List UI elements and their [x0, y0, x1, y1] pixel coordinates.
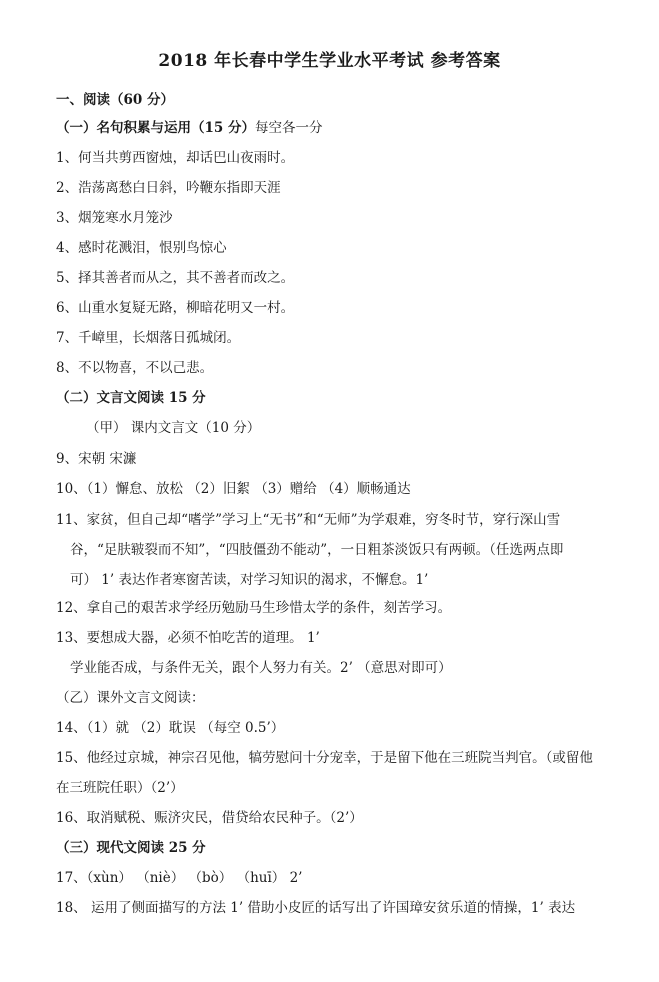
- answer-q15-line1: 15、他经过京城，神宗召见他，犒劳慰问十分宠幸，于是留下他在三班院当判官。（或留他: [56, 750, 593, 766]
- answer-q11-line1: 11、家贫，但自己却“嗜学”学习上“无书”和“无师”为学艰难，穷冬时节，穿行深山雪: [56, 512, 561, 528]
- answer-q10: 10、（1）懈怠、放松 （2）旧絮 （3）赠给 （4）顺畅通达: [56, 481, 411, 497]
- answer-item-7: 7、千嶂里，长烟落日孤城闭。: [56, 330, 241, 346]
- answer-q11-line2: 谷，“足肤皲裂而不知”，“四肢僵劲不能动”，一日粗茶淡饭只有两顿。（任选两点即: [70, 542, 564, 558]
- answer-q9: 9、宋朝 宋濂: [56, 451, 137, 467]
- document-title: 2018 年长春中学生学业水平考试 参考答案: [158, 51, 501, 71]
- answer-item-8: 8、不以物喜，不以己悲。: [56, 360, 214, 376]
- answer-q11-line3: 可） 1’ 表达作者寒窗苦读，对学习知识的渴求，不懈怠。1’: [70, 572, 429, 588]
- answer-q14: 14、（1）就 （2）耽误 （每空 0.5’）: [56, 720, 285, 736]
- answer-q17: 17、（xùn） （niè） （bò） （huī） 2’: [56, 870, 303, 886]
- answer-q16: 16、取消赋税、赈济灾民，借贷给农民种子。（2’）: [56, 810, 363, 826]
- answer-q18: 18、 运用了侧面描写的方法 1’ 借助小皮匠的话写出了许国璋安贫乐道的情操，1’ 表达: [56, 900, 576, 916]
- part2-heading: （二）文言文阅读 15 分: [56, 390, 206, 406]
- answer-q15-line2: 在三班院任职）（2’）: [56, 780, 184, 796]
- section-reading-heading: 一、阅读（60 分）: [56, 92, 174, 108]
- answer-q13-line2: 学业能否成，与条件无关，跟个人努力有关。2’ （意思对即可）: [70, 660, 452, 676]
- answer-item-6: 6、山重水复疑无路，柳暗花明又一村。: [56, 300, 295, 316]
- part1-note: 每空各一分: [255, 120, 323, 136]
- answer-item-5: 5、择其善者而从之，其不善者而改之。: [56, 270, 295, 286]
- part2-sub-b-heading: （乙）课外文言文阅读：: [56, 690, 205, 706]
- part3-heading: （三）现代文阅读 25 分: [56, 840, 206, 856]
- part1-heading-row: [56, 118, 323, 138]
- answer-item-2: 2、浩荡离愁白日斜，吟鞭东指即天涯: [56, 180, 281, 196]
- part1-heading: （一）名句积累与运用（15 分）: [56, 120, 255, 136]
- answer-q12: 12、拿自己的艰苦求学经历勉励马生珍惜太学的条件，刻苦学习。: [56, 600, 452, 616]
- part2-sub-a-heading: （甲） 课内文言文（10 分）: [86, 420, 261, 436]
- answer-item-3: 3、烟笼寒水月笼沙: [56, 210, 173, 226]
- answer-item-4: 4、感时花溅泪，恨别鸟惊心: [56, 240, 227, 256]
- answer-item-1: 1、何当共剪西窗烛，却话巴山夜雨时。: [56, 150, 295, 166]
- answer-q13-line1: 13、要想成大器，必须不怕吃苦的道理。 1’: [56, 630, 320, 646]
